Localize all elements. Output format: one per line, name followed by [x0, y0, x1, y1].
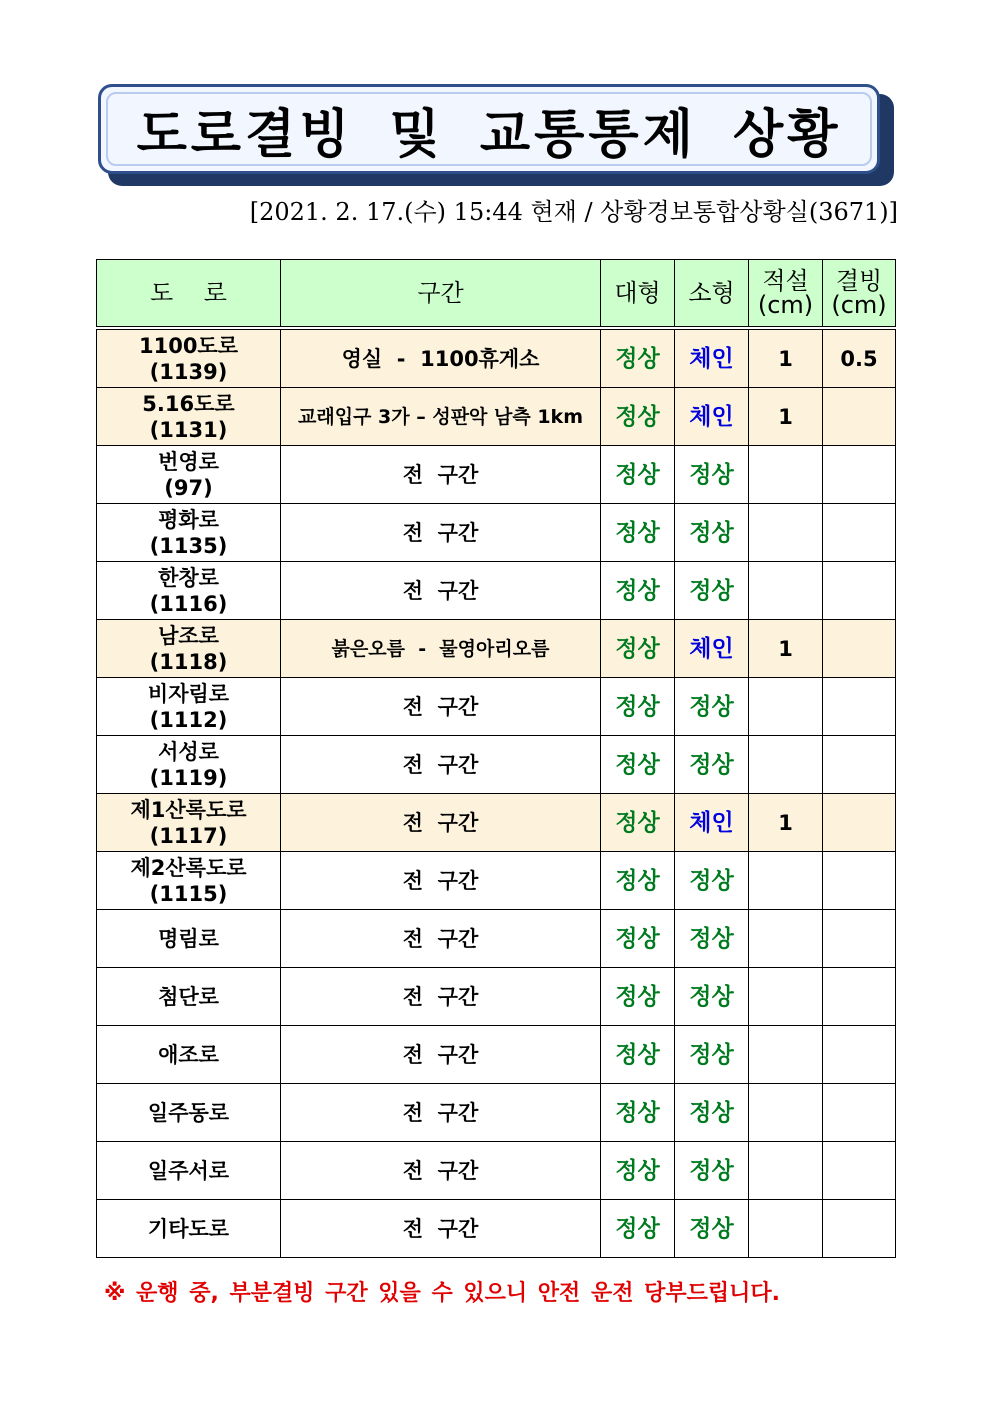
small-vehicle-status: [675, 678, 749, 736]
section-cell: 교래입구 3가 – 성판악 남측 1km: [281, 388, 601, 446]
snow-depth-cell: [749, 1026, 823, 1084]
table-row: [97, 736, 896, 794]
small-vehicle-status: [675, 1142, 749, 1200]
safety-notice: ※ 운행 중, 부분결빙 구간 있을 수 있으니 안전 운전 당부드립니다.: [104, 1281, 780, 1306]
header-small-vehicle: 소형: [675, 260, 749, 329]
status-text: 체인: [689, 635, 734, 662]
status-text: 정상: [615, 751, 660, 778]
status-text: 정상: [615, 403, 660, 430]
road-code: (1135): [149, 533, 228, 558]
road-name-cell: [97, 678, 281, 736]
section-cell: 전 구간: [281, 678, 601, 736]
road-name: 번영로: [158, 449, 219, 474]
report-timestamp: [2021. 2. 17.(수) 15:44 현재 / 상황경보통합상황실(3671)]: [249, 198, 898, 226]
table-row: [97, 388, 896, 446]
table-row: [97, 910, 896, 968]
road-name-cell: [97, 1142, 281, 1200]
status-text: 정상: [615, 1157, 660, 1184]
ice-depth-cell: 0.5: [823, 328, 896, 388]
header-snow: [749, 260, 823, 329]
road-name-cell: [97, 504, 281, 562]
small-vehicle-status: [675, 446, 749, 504]
large-vehicle-status: [601, 1142, 675, 1200]
table-header-row: [97, 260, 896, 329]
road-code: (1117): [149, 823, 228, 848]
status-text: 정상: [615, 461, 660, 488]
snow-depth-cell: [749, 910, 823, 968]
section-cell: 전 구간: [281, 968, 601, 1026]
road-name-cell: [97, 328, 281, 388]
section-cell: 전 구간: [281, 910, 601, 968]
snow-depth-cell: [749, 968, 823, 1026]
status-text: 정상: [615, 925, 660, 952]
small-vehicle-status: [675, 736, 749, 794]
header-large-vehicle: 대형: [601, 260, 675, 329]
large-vehicle-status: [601, 504, 675, 562]
road-name-cell: [97, 968, 281, 1026]
section-cell: 전 구간: [281, 1142, 601, 1200]
large-vehicle-status: [601, 620, 675, 678]
status-text: 정상: [615, 983, 660, 1010]
table-row: [97, 1200, 896, 1258]
section-cell: 붉은오름 - 물영아리오름: [281, 620, 601, 678]
table-row: [97, 678, 896, 736]
status-text: 정상: [689, 1099, 734, 1126]
large-vehicle-status: [601, 388, 675, 446]
section-cell: 영실 - 1100휴게소: [281, 328, 601, 388]
road-name: 일주서로: [147, 1158, 230, 1183]
status-text: 정상: [689, 925, 734, 952]
section-cell: 전 구간: [281, 562, 601, 620]
table-row: [97, 968, 896, 1026]
table-row: [97, 1142, 896, 1200]
ice-depth-cell: [823, 794, 896, 852]
road-name: 한창로: [158, 565, 219, 590]
status-text: 정상: [689, 519, 734, 546]
large-vehicle-status: [601, 910, 675, 968]
table-row: [97, 852, 896, 910]
road-name: 남조로: [158, 623, 219, 648]
road-name-cell: [97, 852, 281, 910]
road-name-cell: [97, 620, 281, 678]
snow-depth-cell: [749, 504, 823, 562]
snow-depth-cell: [749, 562, 823, 620]
status-text: 정상: [615, 809, 660, 836]
section-cell: 전 구간: [281, 446, 601, 504]
road-name-cell: [97, 1026, 281, 1084]
snow-depth-cell: 1: [749, 388, 823, 446]
road-name: 기타도로: [147, 1216, 230, 1241]
large-vehicle-status: [601, 968, 675, 1026]
table-row: [97, 446, 896, 504]
road-name: 명림로: [158, 926, 219, 951]
small-vehicle-status: [675, 1026, 749, 1084]
ice-depth-cell: [823, 562, 896, 620]
small-vehicle-status: [675, 910, 749, 968]
status-text: 정상: [615, 345, 660, 372]
table-row: [97, 620, 896, 678]
road-code: (1112): [149, 707, 228, 732]
status-text: 정상: [689, 1157, 734, 1184]
snow-depth-cell: 1: [749, 794, 823, 852]
snow-depth-cell: [749, 852, 823, 910]
section-cell: 전 구간: [281, 736, 601, 794]
ice-depth-cell: [823, 504, 896, 562]
road-name: 비자림로: [147, 681, 230, 706]
section-cell: 전 구간: [281, 852, 601, 910]
ice-depth-cell: [823, 1142, 896, 1200]
status-text: 정상: [615, 519, 660, 546]
road-code: (1119): [149, 765, 228, 790]
title-box: [98, 84, 880, 174]
road-name-cell: [97, 910, 281, 968]
large-vehicle-status: [601, 1084, 675, 1142]
road-name: 일주동로: [147, 1100, 230, 1125]
large-vehicle-status: [601, 562, 675, 620]
ice-depth-cell: [823, 620, 896, 678]
small-vehicle-status: [675, 1200, 749, 1258]
large-vehicle-status: [601, 794, 675, 852]
large-vehicle-status: [601, 736, 675, 794]
status-text: 체인: [689, 345, 734, 372]
status-text: 정상: [689, 751, 734, 778]
header-road: [97, 260, 281, 329]
road-code: (1118): [149, 649, 228, 674]
road-name-cell: [97, 562, 281, 620]
ice-depth-cell: [823, 852, 896, 910]
status-text: 체인: [689, 403, 734, 430]
section-cell: 전 구간: [281, 1084, 601, 1142]
snow-depth-cell: [749, 736, 823, 794]
table-row: [97, 504, 896, 562]
snow-depth-cell: [749, 1084, 823, 1142]
road-name-cell: [97, 794, 281, 852]
road-name-cell: [97, 388, 281, 446]
section-cell: 전 구간: [281, 1200, 601, 1258]
table-row: [97, 562, 896, 620]
header-road-label: 도 로: [150, 279, 227, 307]
small-vehicle-status: [675, 852, 749, 910]
snow-depth-cell: [749, 1200, 823, 1258]
small-vehicle-status: [675, 504, 749, 562]
header-ice-label: 결빙: [835, 267, 883, 295]
small-vehicle-status: [675, 562, 749, 620]
status-text: 정상: [689, 577, 734, 604]
small-vehicle-status: [675, 328, 749, 388]
small-vehicle-status: [675, 620, 749, 678]
large-vehicle-status: [601, 678, 675, 736]
table-row: [97, 1026, 896, 1084]
ice-depth-cell: [823, 910, 896, 968]
snow-depth-cell: [749, 446, 823, 504]
road-name: 제1산록도로: [130, 797, 247, 822]
road-code: (1116): [149, 591, 228, 616]
status-text: 정상: [689, 461, 734, 488]
page-title: 도로결빙 및 교통통제 상황: [136, 104, 842, 165]
section-cell: 전 구간: [281, 504, 601, 562]
road-code: (1139): [149, 359, 228, 384]
header-ice: [823, 260, 896, 329]
road-name: 1100도로: [138, 333, 239, 358]
status-text: 정상: [689, 983, 734, 1010]
road-name: 평화로: [158, 507, 219, 532]
large-vehicle-status: [601, 328, 675, 388]
header-snow-unit: (cm): [757, 291, 814, 319]
road-name: 5.16도로: [142, 391, 235, 416]
table-row: [97, 328, 896, 388]
small-vehicle-status: [675, 968, 749, 1026]
snow-depth-cell: 1: [749, 328, 823, 388]
ice-depth-cell: [823, 446, 896, 504]
ice-depth-cell: [823, 1084, 896, 1142]
status-text: 정상: [615, 867, 660, 894]
ice-depth-cell: [823, 1026, 896, 1084]
status-text: 정상: [615, 635, 660, 662]
header-ice-unit: (cm): [831, 291, 887, 319]
large-vehicle-status: [601, 852, 675, 910]
table-row: [97, 1084, 896, 1142]
snow-depth-cell: 1: [749, 620, 823, 678]
snow-depth-cell: [749, 678, 823, 736]
table-row: [97, 794, 896, 852]
road-name-cell: [97, 736, 281, 794]
road-name: 제2산록도로: [130, 855, 247, 880]
ice-depth-cell: [823, 736, 896, 794]
road-code: (1115): [149, 881, 228, 906]
status-text: 정상: [689, 693, 734, 720]
road-code: (1131): [149, 417, 228, 442]
status-text: 정상: [689, 1215, 734, 1242]
ice-depth-cell: [823, 678, 896, 736]
status-text: 정상: [615, 693, 660, 720]
status-text: 정상: [689, 867, 734, 894]
small-vehicle-status: [675, 388, 749, 446]
large-vehicle-status: [601, 446, 675, 504]
table-body: [97, 328, 896, 1258]
road-code: (97): [164, 475, 213, 500]
header-snow-label: 적설: [762, 267, 809, 295]
large-vehicle-status: [601, 1026, 675, 1084]
status-text: 정상: [615, 1041, 660, 1068]
road-name-cell: [97, 446, 281, 504]
ice-depth-cell: [823, 1200, 896, 1258]
large-vehicle-status: [601, 1200, 675, 1258]
section-cell: 전 구간: [281, 1026, 601, 1084]
road-name: 애조로: [158, 1042, 219, 1067]
status-text: 정상: [689, 1041, 734, 1068]
status-text: 정상: [615, 1099, 660, 1126]
header-section: 구간: [281, 260, 601, 329]
small-vehicle-status: [675, 1084, 749, 1142]
ice-depth-cell: [823, 388, 896, 446]
road-name-cell: [97, 1084, 281, 1142]
status-text: 체인: [689, 809, 734, 836]
small-vehicle-status: [675, 794, 749, 852]
snow-depth-cell: [749, 1142, 823, 1200]
section-cell: 전 구간: [281, 794, 601, 852]
status-text: 정상: [615, 577, 660, 604]
road-name-cell: [97, 1200, 281, 1258]
road-status-table: [96, 259, 896, 1258]
status-text: 정상: [615, 1215, 660, 1242]
road-name: 첨단로: [158, 984, 219, 1009]
road-name: 서성로: [158, 739, 219, 764]
ice-depth-cell: [823, 968, 896, 1026]
